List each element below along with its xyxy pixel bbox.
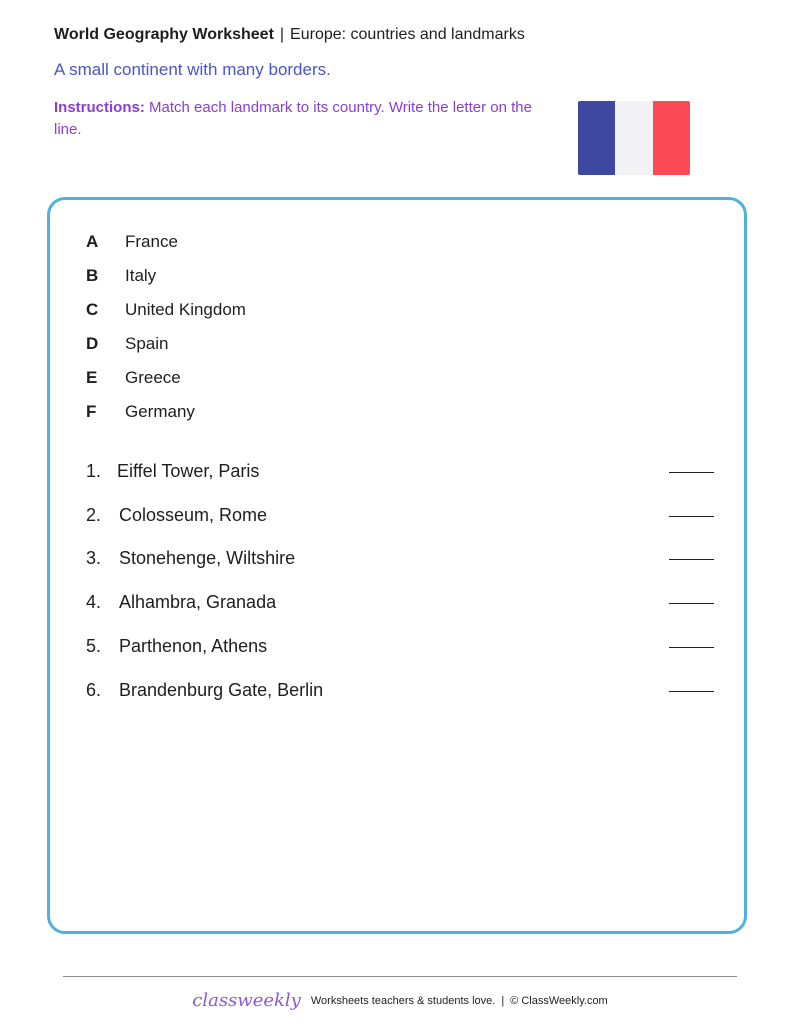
header-separator: | xyxy=(279,26,285,43)
landmark-item-6 xyxy=(86,679,714,701)
option-letter: F xyxy=(86,402,97,421)
item-number: 2. xyxy=(86,505,102,525)
item-landmark: Stonehenge, Wiltshire xyxy=(119,548,296,568)
answer-line[interactable] xyxy=(669,603,714,604)
landmark-item-3 xyxy=(86,547,714,569)
answer-line[interactable] xyxy=(669,516,714,517)
item-number: 3. xyxy=(86,548,102,568)
landmark-item-2 xyxy=(86,504,714,526)
option-letter: A xyxy=(86,232,99,251)
answer-line[interactable] xyxy=(669,472,714,473)
instructions-label: Instructions: xyxy=(54,99,145,116)
worksheet-title: World Geography Worksheet xyxy=(54,26,274,43)
item-landmark: Brandenburg Gate, Berlin xyxy=(119,680,324,700)
item-landmark: Eiffel Tower, Paris xyxy=(117,461,260,481)
option-letter: D xyxy=(86,334,99,353)
instructions xyxy=(54,97,544,141)
option-country: Italy xyxy=(125,266,157,285)
worksheet-header xyxy=(54,26,525,44)
option-country: Germany xyxy=(125,402,195,421)
classweekly-logo: classweekly xyxy=(192,990,301,1011)
landmark-item-4 xyxy=(86,591,714,613)
footer-tagline: Worksheets teachers & students love. xyxy=(310,995,496,1007)
answer-line[interactable] xyxy=(669,647,714,648)
item-landmark: Alhambra, Granada xyxy=(119,592,277,612)
option-letter: B xyxy=(86,266,99,285)
answer-line[interactable] xyxy=(669,559,714,560)
option-letter: C xyxy=(86,300,99,319)
item-number: 5. xyxy=(86,636,102,656)
flag-stripe-blue xyxy=(578,101,615,175)
footer-separator: | xyxy=(501,995,505,1007)
flag-stripe-white xyxy=(615,101,652,175)
option-country: United Kingdom xyxy=(125,300,246,319)
item-number: 4. xyxy=(86,592,102,612)
item-number: 1. xyxy=(86,461,102,481)
option-country: France xyxy=(125,232,178,251)
instructions-text: Match each landmark to its country. Write the letter on the line. xyxy=(54,99,532,138)
item-landmark: Colosseum, Rome xyxy=(119,505,268,525)
flag-stripe-red xyxy=(653,101,690,175)
option-country: Greece xyxy=(125,368,181,387)
option-letter: E xyxy=(86,368,98,387)
footer-copyright: © ClassWeekly.com xyxy=(510,995,608,1007)
worksheet-subtitle: A small continent with many borders. xyxy=(54,60,331,79)
option-country: Spain xyxy=(125,334,169,353)
france-flag-icon xyxy=(578,101,690,175)
landmark-item-5 xyxy=(86,635,714,657)
item-number: 6. xyxy=(86,680,102,700)
worksheet-topic: Europe: countries and landmarks xyxy=(290,26,525,43)
footer-divider xyxy=(63,976,737,977)
footer xyxy=(0,990,800,1011)
item-landmark: Parthenon, Athens xyxy=(119,636,268,656)
landmark-item-1 xyxy=(86,460,714,482)
answer-line[interactable] xyxy=(669,691,714,692)
